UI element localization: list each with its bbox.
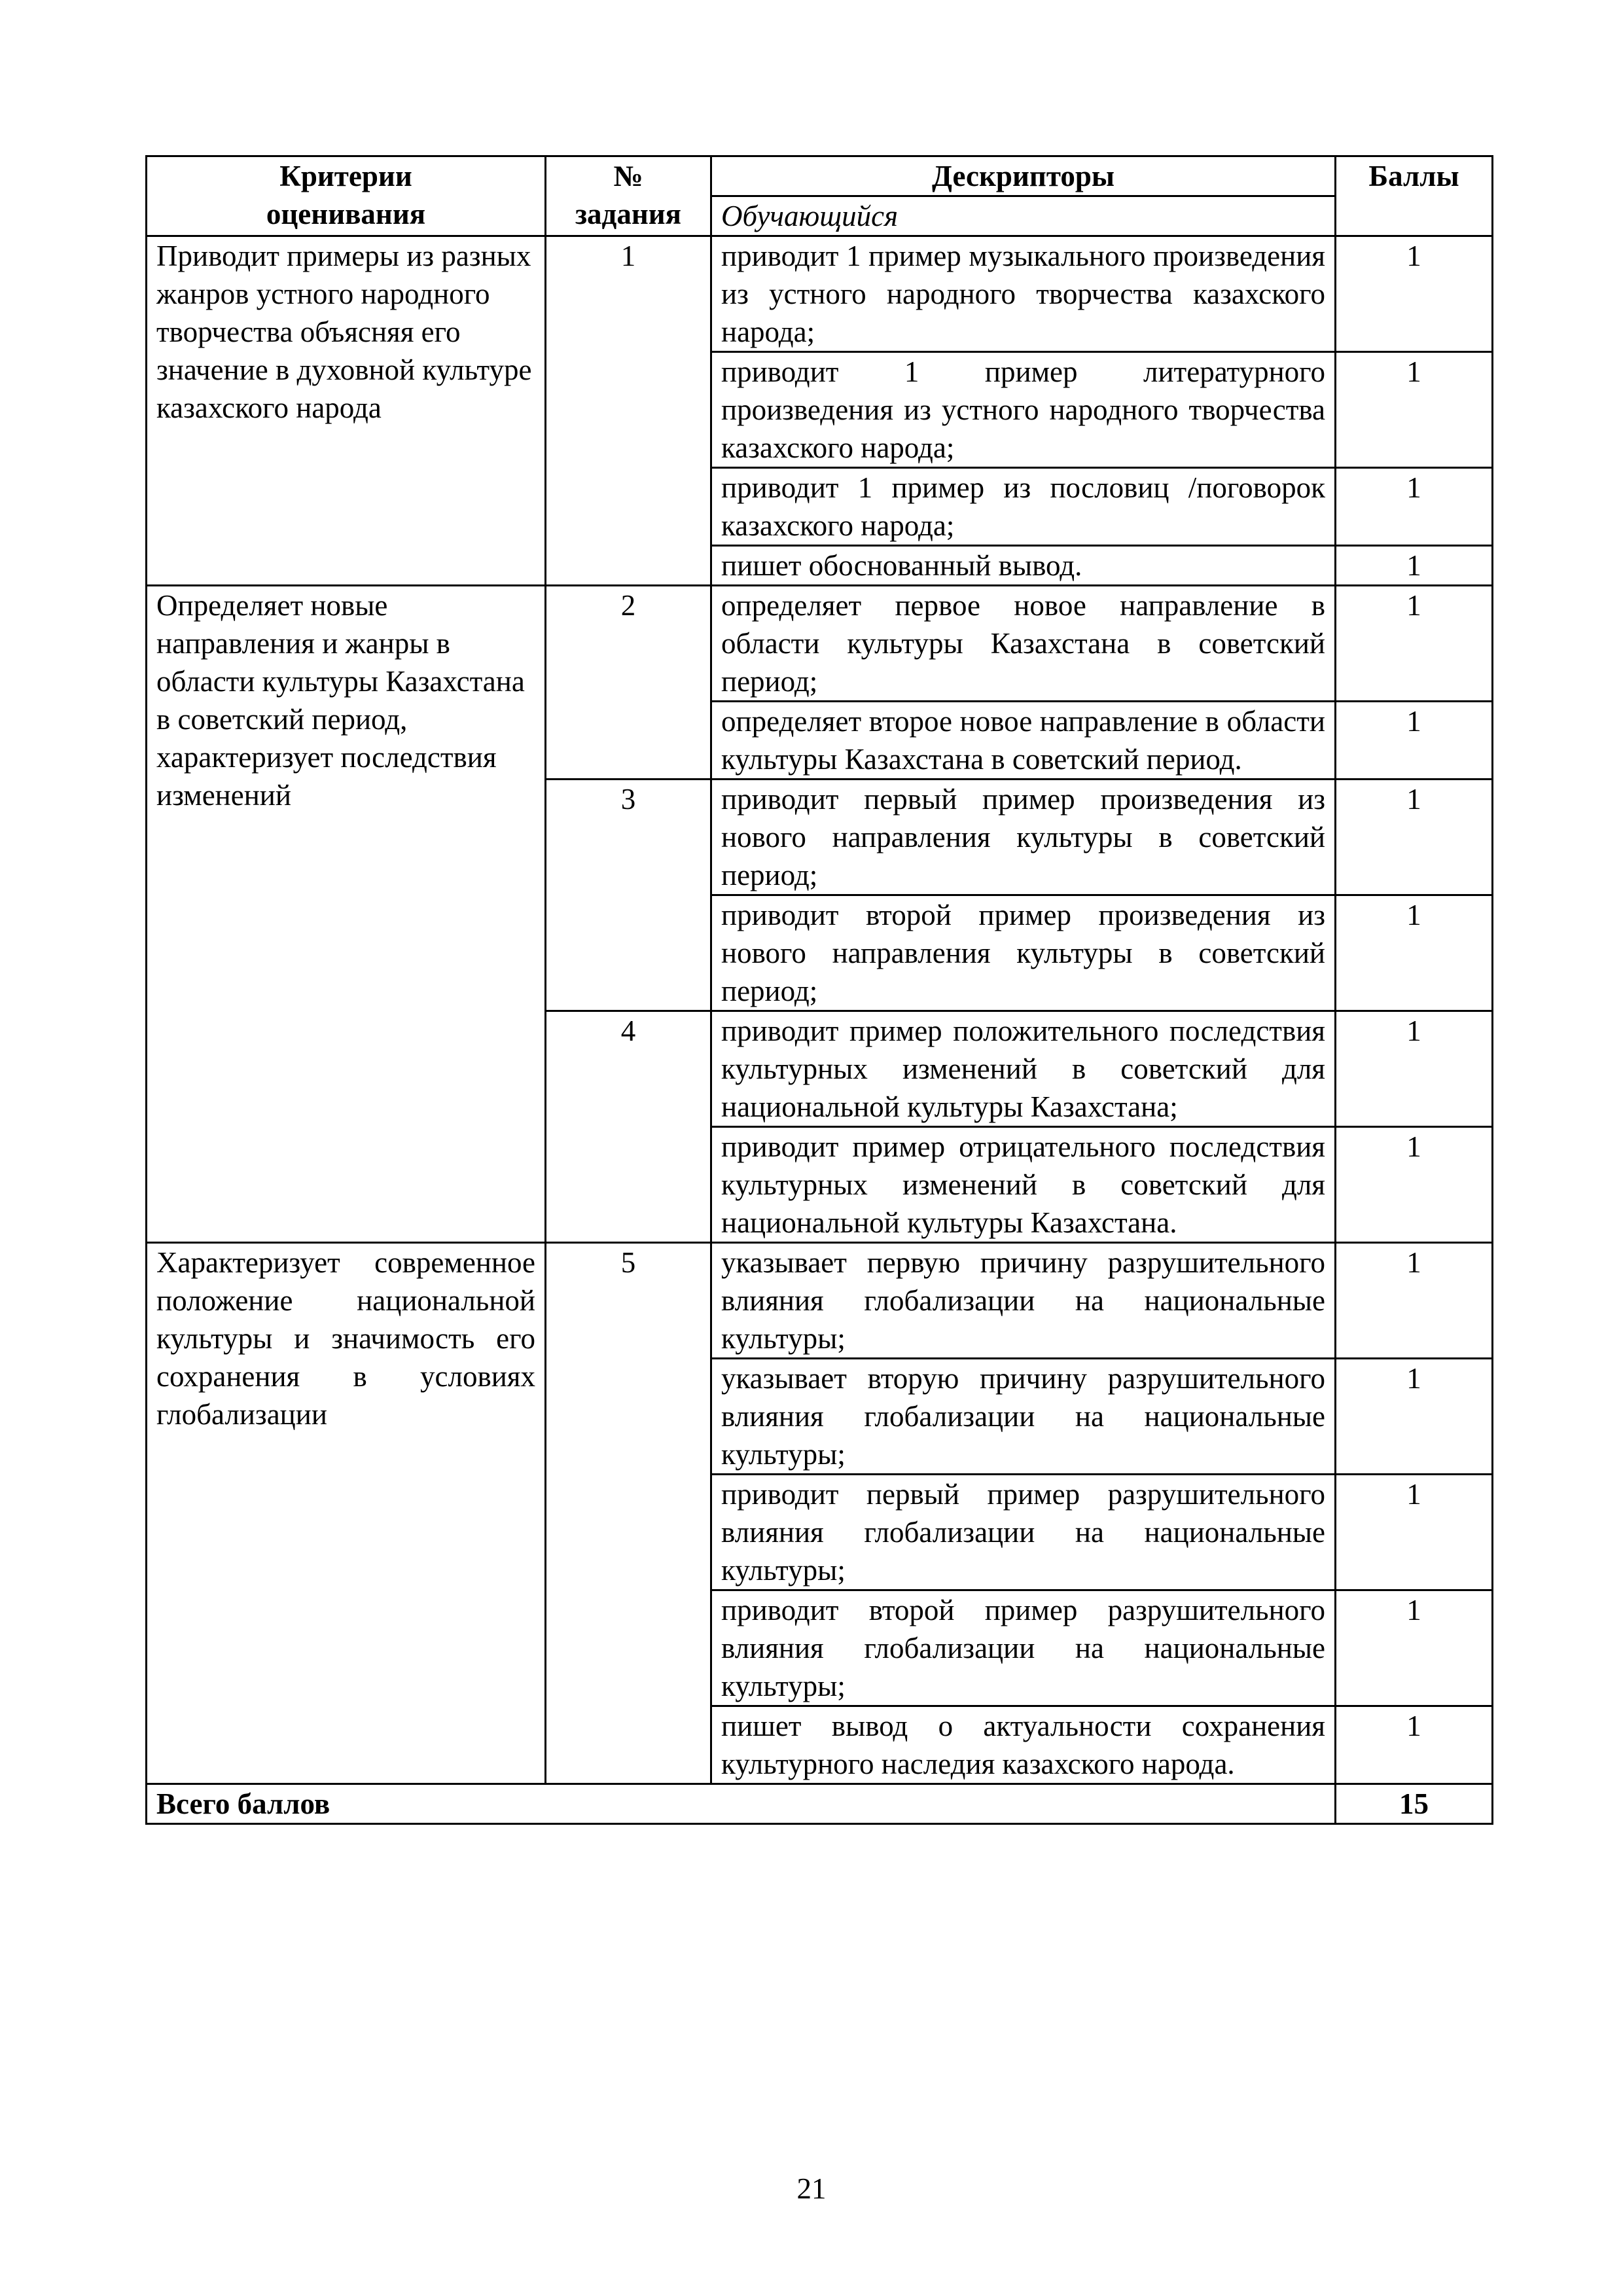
task-number-cell: 5 — [546, 1243, 711, 1784]
criterion-cell: Характеризует современное положение национальной культуры и значимость его сохранения в условиях глобализации — [147, 1243, 546, 1784]
header-criteria-line2: оценивания — [266, 198, 426, 230]
table-row — [147, 236, 1493, 352]
descriptor-cell: приводит первый пример разрушительного влияния глобализации на национальные культуры; — [711, 1475, 1336, 1590]
total-value: 15 — [1336, 1784, 1493, 1824]
table-row — [147, 586, 1493, 702]
task-number-cell: 3 — [546, 780, 711, 1011]
score-cell: 1 — [1336, 1590, 1493, 1706]
descriptor-cell: приводит 1 пример из пословиц /поговорок казахского народа; — [711, 468, 1336, 546]
descriptor-cell: указывает первую причину разрушительного влияния глобализации на национальные культуры; — [711, 1243, 1336, 1359]
descriptor-cell: определяет второе новое направление в области культуры Казахстана в советский период. — [711, 702, 1336, 780]
score-cell: 1 — [1336, 895, 1493, 1011]
score-cell: 1 — [1336, 1127, 1493, 1243]
score-cell: 1 — [1336, 586, 1493, 702]
score-cell: 1 — [1336, 546, 1493, 586]
descriptor-cell: пишет обоснованный вывод. — [711, 546, 1336, 586]
score-cell: 1 — [1336, 352, 1493, 468]
descriptor-cell: приводит 1 пример литературного произведения из устного народного творчества казахского народа; — [711, 352, 1336, 468]
score-cell: 1 — [1336, 780, 1493, 895]
table-header-row — [147, 156, 1493, 196]
table-row — [147, 1243, 1493, 1359]
header-descriptors: Дескрипторы — [711, 156, 1336, 196]
score-cell: 1 — [1336, 1243, 1493, 1359]
score-cell: 1 — [1336, 468, 1493, 546]
header-score: Баллы — [1336, 156, 1493, 236]
header-task-line2: задания — [575, 198, 682, 230]
header-criteria — [147, 156, 546, 236]
task-number-cell: 4 — [546, 1011, 711, 1243]
total-label: Всего баллов — [147, 1784, 1336, 1824]
descriptor-cell: указывает вторую причину разрушительного влияния глобализации на национальные культуры; — [711, 1359, 1336, 1475]
total-row — [147, 1784, 1493, 1824]
descriptor-cell: приводит пример отрицательного последствия культурных изменений в советский для национальной культуры Казахстана. — [711, 1127, 1336, 1243]
score-cell: 1 — [1336, 1706, 1493, 1784]
descriptor-cell: пишет вывод о актуальности сохранения культурного наследия казахского народа. — [711, 1706, 1336, 1784]
score-cell: 1 — [1336, 1359, 1493, 1475]
descriptor-cell: приводит второй пример произведения из нового направления культуры в советский период; — [711, 895, 1336, 1011]
criterion-cell: Определяет новые направления и жанры в области культуры Казахстана в советский период, характеризует последствия изменений — [147, 586, 546, 1243]
page-number: 21 — [796, 2172, 827, 2205]
score-cell: 1 — [1336, 236, 1493, 352]
descriptor-cell: приводит 1 пример музыкального произведения из устного народного творчества казахского народа; — [711, 236, 1336, 352]
criterion-cell: Приводит примеры из разных жанров устного народного творчества объясняя его значение в духовной культуре казахского народа — [147, 236, 546, 586]
header-task-line1: № — [613, 160, 643, 192]
assessment-rubric-table — [145, 155, 1493, 1825]
descriptor-cell: приводит второй пример разрушительного влияния глобализации на национальные культуры; — [711, 1590, 1336, 1706]
descriptor-cell: приводит первый пример произведения из нового направления культуры в советский период; — [711, 780, 1336, 895]
task-number-cell: 2 — [546, 586, 711, 780]
descriptor-cell: приводит пример положительного последствия культурных изменений в советский для национальной культуры Казахстана; — [711, 1011, 1336, 1127]
score-cell: 1 — [1336, 702, 1493, 780]
header-criteria-line1: Критерии — [279, 160, 412, 192]
header-task-number — [546, 156, 711, 236]
score-cell: 1 — [1336, 1475, 1493, 1590]
descriptor-cell: определяет первое новое направление в области культуры Казахстана в советский период; — [711, 586, 1336, 702]
header-learner: Обучающийся — [711, 196, 1336, 236]
task-number-cell: 1 — [546, 236, 711, 586]
score-cell: 1 — [1336, 1011, 1493, 1127]
